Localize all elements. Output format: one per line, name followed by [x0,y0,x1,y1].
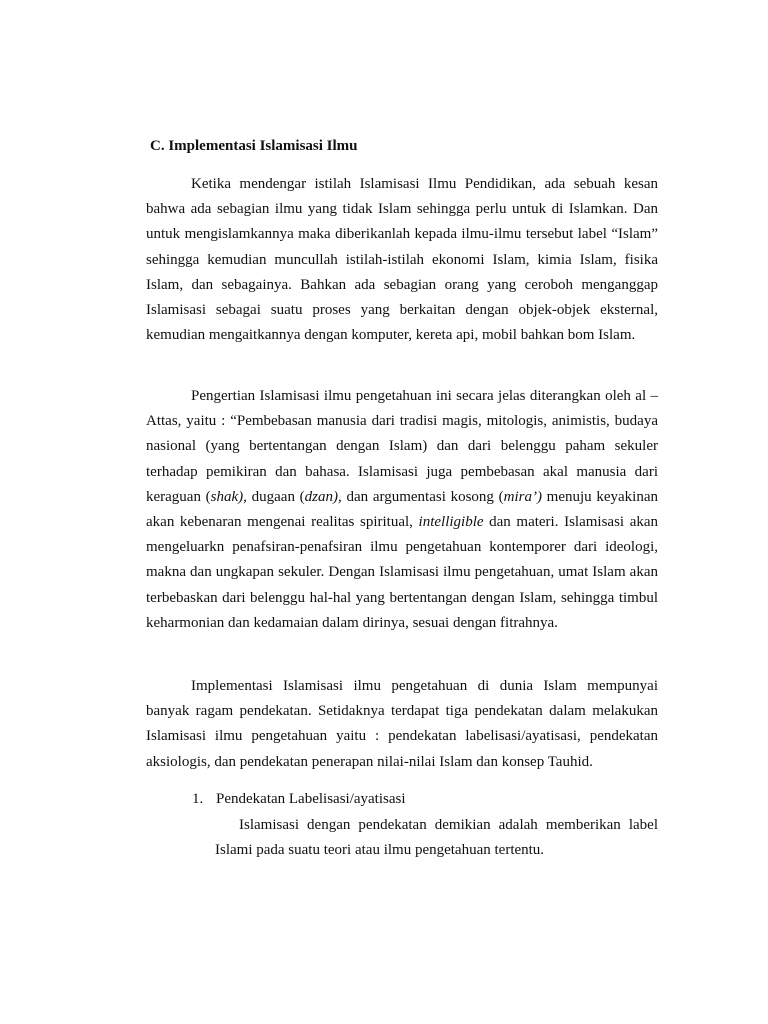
paragraph-2-text: Pengertian Islamisasi ilmu pengetahuan ini secara jelas diterangkan oleh al – Attas, yaitu : “Pembebasan manusia dari tradisi magis, mitologis, animistis, budaya nasional (yang bertentangan dengan Islam) dan dari belenggu paham sekuler terhadap pemikiran dan bahasa. Islamisasi juga pembebasan akal manusia dari keraguan ( [146,388,658,505]
list-item [192,791,406,808]
paragraph-2 [146,384,658,636]
section-heading: C. Implementasi Islamisasi Ilmu [150,138,358,154]
paragraph-3: Implementasi Islamisasi ilmu pengetahuan di dunia Islam mempunyai banyak ragam pendekatan. Setidaknya terdapat tiga pendekatan dalam melakukan Islamisasi ilmu pengetahuan yaitu : pendekatan labelisasi/ayatisasi, pendekatan aksiologis, dan pendekatan penerapan nilai-nilai Islam dan konsep Tauhid. [146,678,658,770]
term-dzan: dzan), [304,488,342,505]
paragraph-2-text: dan argumentasi kosong ( [341,488,504,505]
term-intelligible: intelligible [418,514,484,531]
paragraph-2-text: menuju keyakinan akan kebenaran mengenai realitas spiritual, [146,488,659,531]
term-mira: mira’) [503,488,542,505]
paragraph-2-text: dan materi. Islamisasi akan mengeluarkn penafsiran-penafsiran ilmu pengetahuan kontemporer dari ideologi, makna dan ungkapan sekuler. Dengan Islamisasi ilmu pengetahuan, umat Islam akan terbebaskan dari belenggu hal-hal yang bertentangan dengan Islam, sehingga timbul keharmonian dan kedamaian dalam dirinya, sesuai dengan fitrahnya. [146,514,659,631]
paragraph-2-text: dugaan ( [246,488,305,505]
term-shak: shak), [210,488,247,505]
paragraph-1: Ketika mendengar istilah Islamisasi Ilmu Pendidikan, ada sebuah kesan bahwa ada sebagian ilmu yang tidak Islam sehingga perlu untuk di Islamkan. Dan untuk mengislamkannya maka diberikanlah kepada ilmu-ilmu tersebut label “Islam” sehingga kemudian muncullah istilah-istilah ekonomi Islam, kimia Islam, fisika Islam, dan sebagainya. Bahkan ada sebagian orang yang ceroboh menganggap Islamisasi sebagai suatu proses yang berkaitan dengan objek-objek eksternal, kemudian mengaitkannya dengan komputer, kereta api, mobil bahkan bom Islam. [146,176,658,344]
list-item-title: Pendekatan Labelisasi/ayatisasi [216,791,406,807]
list-item-number: 1. [192,791,204,807]
list-item-body: Islamisasi dengan pendekatan demikian adalah memberikan label Islami pada suatu teori atau ilmu pengetahuan tertentu. [215,817,658,859]
